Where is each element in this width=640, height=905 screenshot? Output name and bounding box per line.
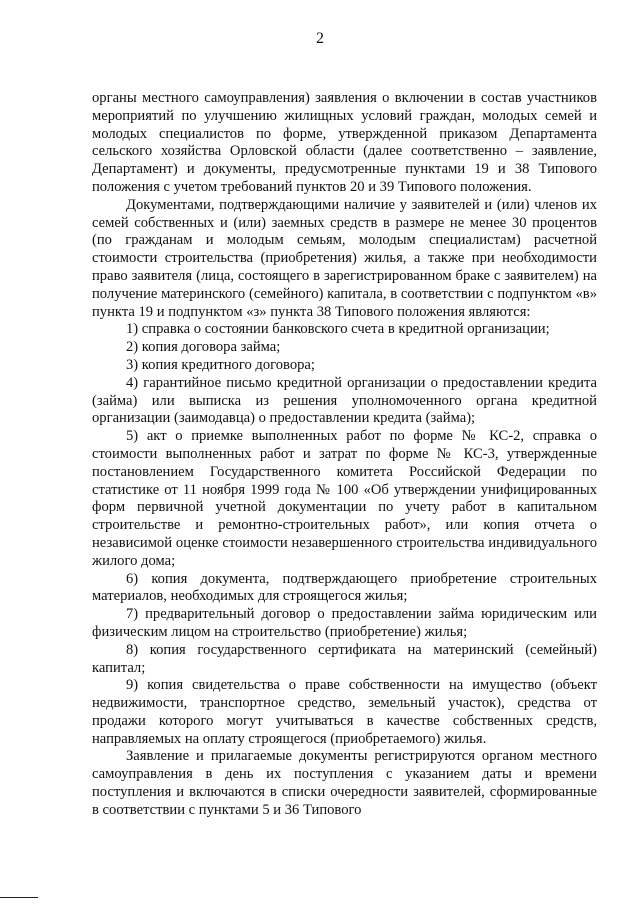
paragraph: Заявление и прилагаемые документы регистрируются органом местного самоуправления в день их поступления с указанием даты и времени поступления и включаются в списки очередности заявителей, сформированные в соответствии с пунктами 5 и 36 Типового [92,748,597,818]
page-number: 2 [316,30,324,47]
footer-rule [0,897,38,898]
paragraph: Документами, подтверждающими наличие у заявителей и (или) членов их семей собственных и (или) заемных средств в размере не менее 30 процентов (по гражданам и молодым семьям, молодым специалистам) расчетной стоимости строительства (приобретения) жилья, а также при необходимости право заявителя (лица, состоящего в зарегистрированном браке с заявителем) на получение материнского (семейного) капитала, в соответствии с подпунктом «в» пункта 19 и подпунктом «з» пункта 38 Типового положения являются: [92,196,597,320]
list-item: 5) акт о приемке выполненных работ по форме № КС-2, справка о стоимости выполненных работ и затрат по форме № КС-3, утвержденные постановлением Государственного комитета Российской Федерации по статистике от 11 ноября 1999 года № 100 «Об утверждении унифицированных форм первичной учетной документации по учету работ в капитальном строительстве и ремонтно-строительных работ», или копия отчета о независимой оценке стоимости незавершенного строительства индивидуального жилого дома; [92,428,597,569]
list-item: 8) копия государственного сертификата на материнский (семейный) капитал; [92,641,597,676]
list-item: 3) копия кредитного договора; [126,356,315,373]
list-item: 9) копия свидетельства о праве собственности на имущество (объект недвижимости, транспортное средство, земельный участок), средства от продажи которого могут учитываться в качестве собственных средств, направляемых на оплату строящегося (приобретаемого) жилья. [92,677,597,747]
paragraph: органы местного самоуправления) заявления о включении в состав участников мероприятий по улучшению жилищных условий граждан, молодых семей и молодых специалистов по форме, утвержденной приказом Департамента сельского хозяйства Орловской области (далее соответственно – заявление, Департамент) и документы, предусмотренные пунктами 19 и 38 Типового положения с учетом требований пунктов 20 и 39 Типового положения. [92,90,597,195]
list-item: 4) гарантийное письмо кредитной организации о предоставлении кредита (займа) или выписка из решения уполномоченного органа кредитной организации (заимодавца) о предоставлении кредита (займа); [92,374,597,427]
list-item: 7) предварительный договор о предоставлении займа юридическим или физическим лицом на строительство (приобретение) жилья; [92,606,597,640]
list-item: 2) копия договора займа; [126,339,281,356]
list-item: 1) справка о состоянии банковского счета в кредитной организации; [126,321,550,338]
document-body [92,90,597,820]
list-item: 6) копия документа, подтверждающего приобретение строительных материалов, необходимых для строящегося жилья; [92,570,597,605]
